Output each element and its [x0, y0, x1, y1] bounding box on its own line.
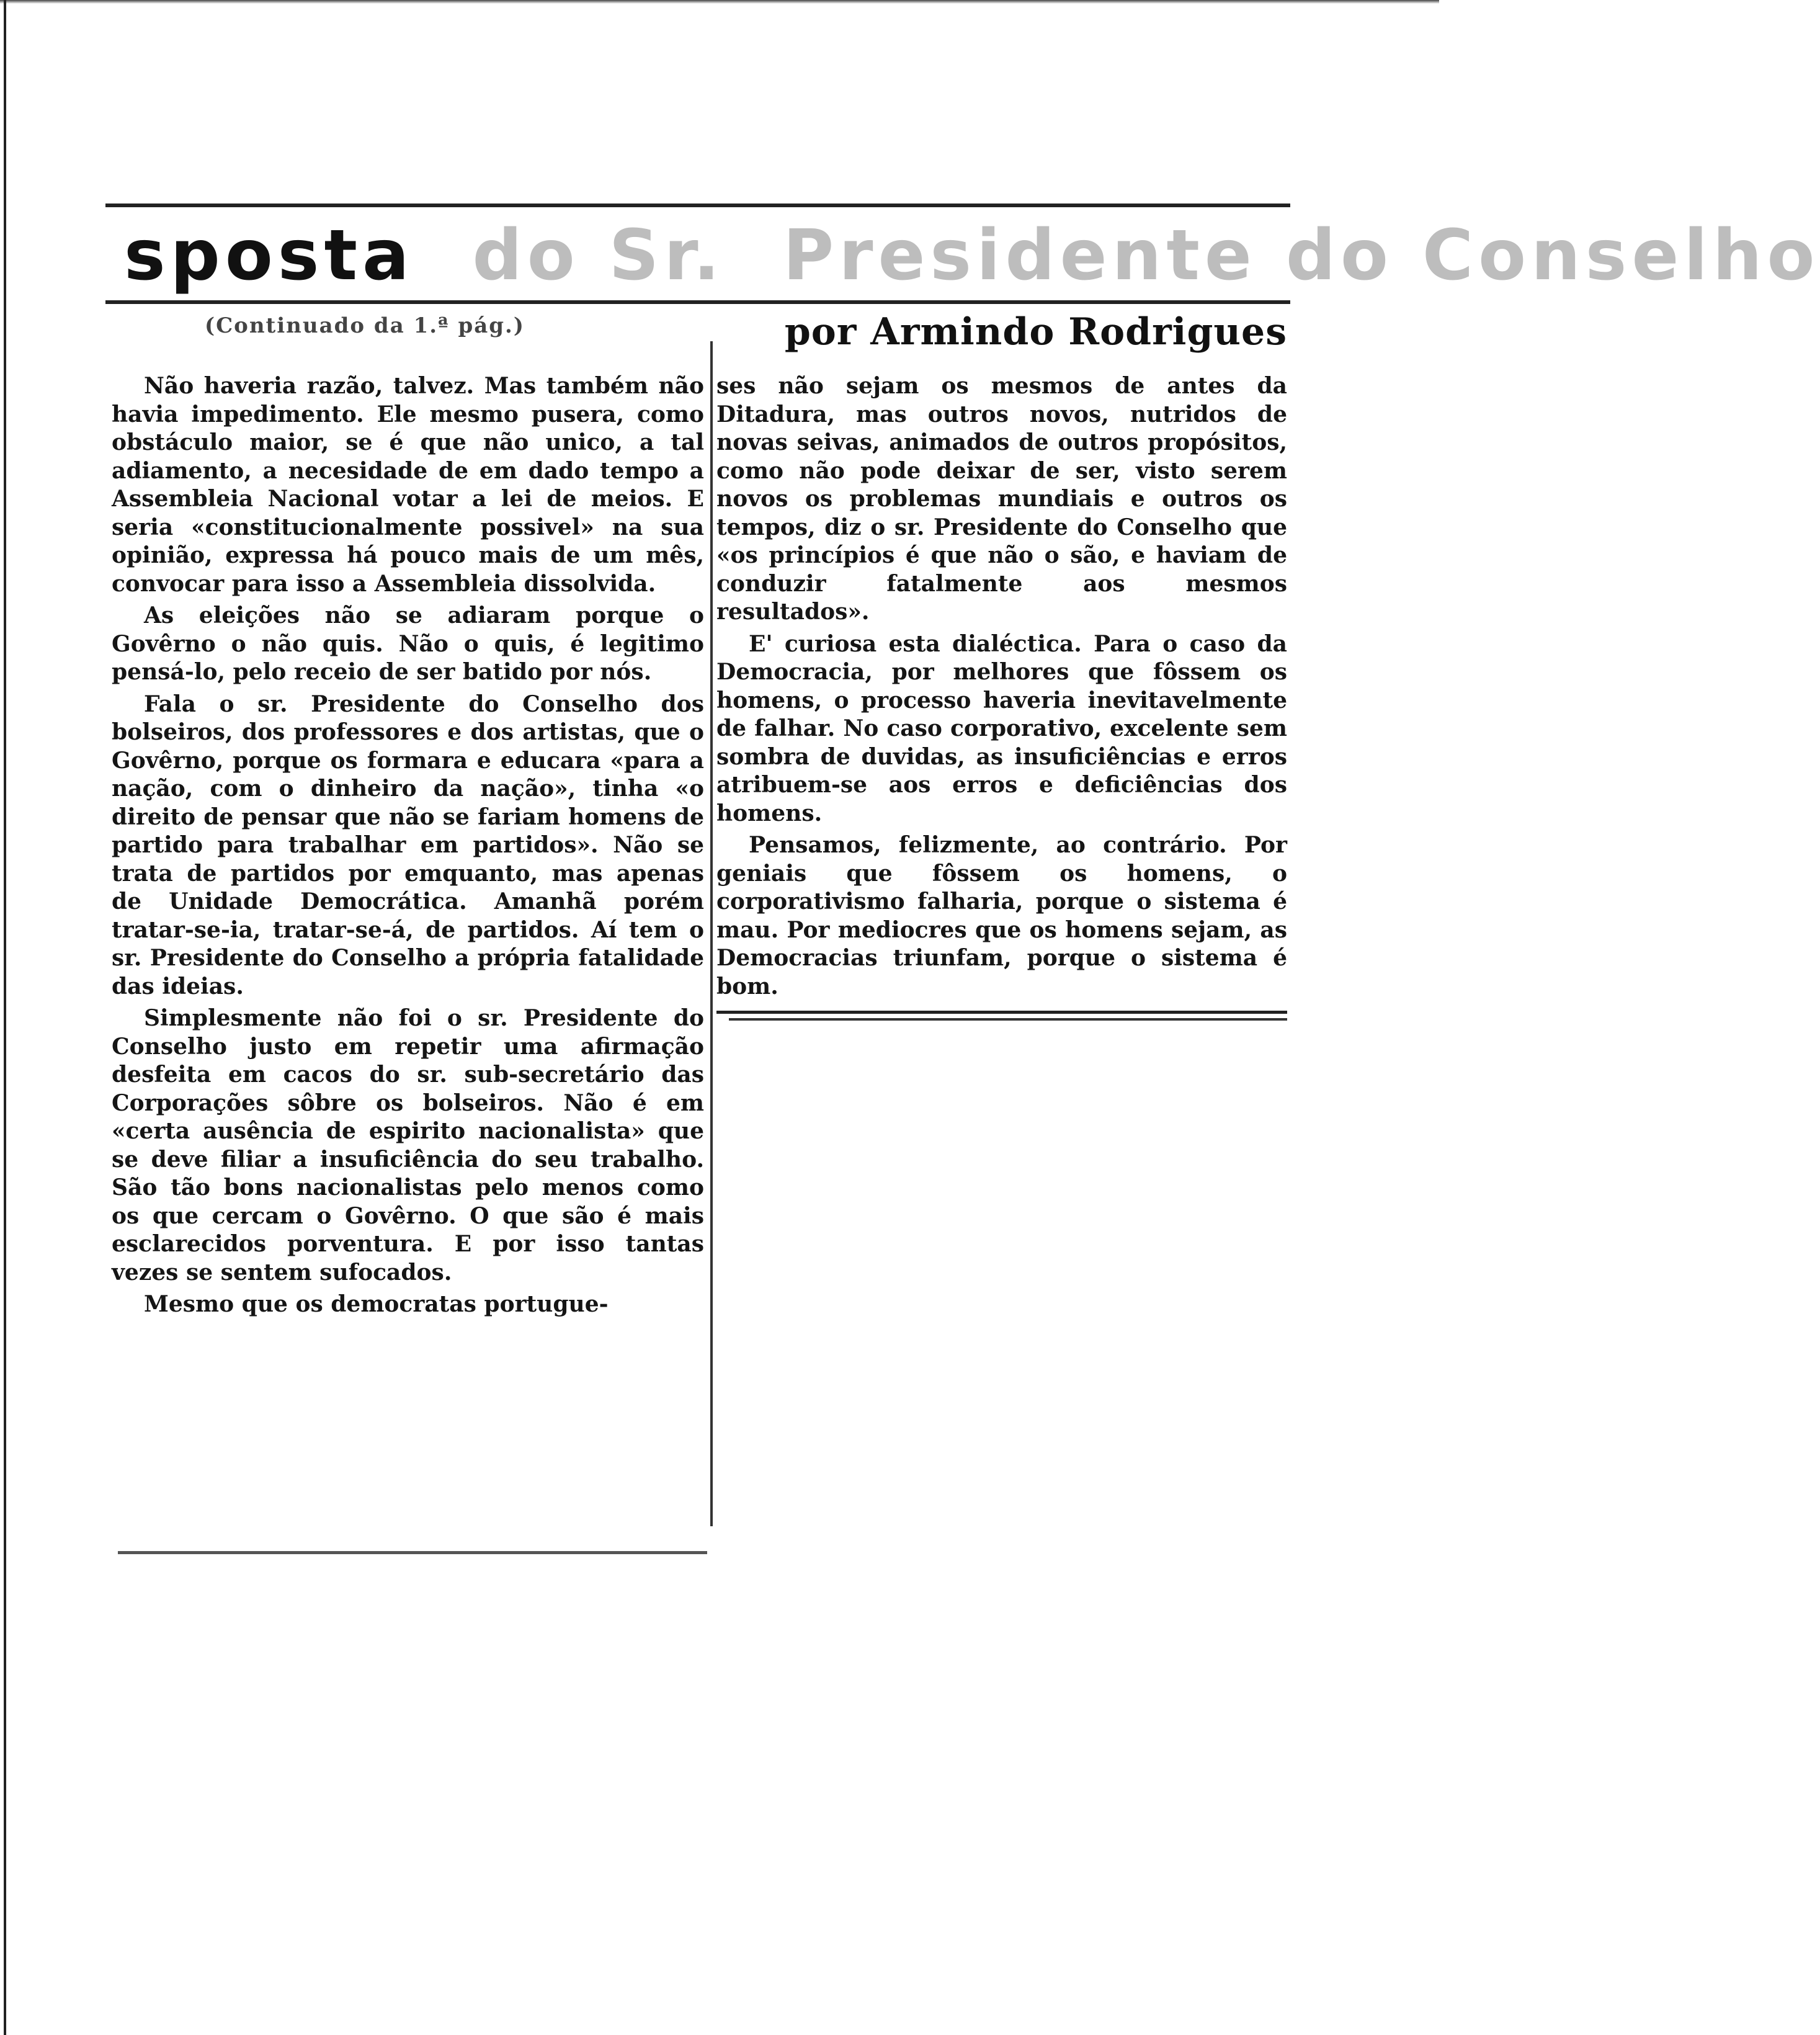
paragraph: Simplesmente não foi o sr. Presidente do Conselho justo em repetir uma afirmação desfeita em cacos do sr. sub-secretário das Corporações sôbre os bolseiros. Não é em «certa ausência de espirito nacionalista» que se deve filiar a insuficiência do seu trabalho. São tão bons nacionalistas pelo menos como os que cercam o Govêrno. O que são é mais esclarecidos porventura. E por isso tantas vezes se sentem sufocados.: [112, 1005, 704, 1286]
paragraph: E' curiosa esta dialéctica. Para o caso da Democracia, por melhores que fôssem os homens, o processo haveria inevitavelmente de falhar. No caso corporativo, excelente sem sombra de duvidas, as insuficiências e erros atribuem-se aos erros e deficiências dos homens.: [716, 630, 1287, 826]
headline: [124, 212, 1820, 299]
headline-bar: [105, 204, 1820, 304]
left-column: [112, 304, 704, 1557]
paragraph: Fala o sr. Presidente do Conselho dos bolseiros, dos professores e dos artistas, que o Govêrno, porque os formara e educara «para a nação, com o dinheiro da nação», tinha «o direito de pensar que não se fariam homens de partido para trabalhar em partidos». Não se trata de partidos por emquanto, mas apenas de Unidade Democrática. Amanhã porém tratar-se-ia, tratar-se-á, de partidos. Aí tem o sr. Presidente do Conselho a própria fatalidade das ideias.: [112, 691, 704, 1000]
headline-visible: sposta: [124, 215, 414, 296]
scan-top-edge: [0, 0, 1439, 4]
paragraph: Não haveria razão, talvez. Mas também não havia impedimento. Ele mesmo pusera, como obstáculo maior, se é que não unico, a tal adiamento, a necesidade de em dado tempo a Assembleia Nacional votar a lei de meios. E seria «constitucionalmente possivel» na sua opinião, expressa há pouco mais de um mês, convocar para isso a Assembleia dissolvida.: [112, 373, 704, 597]
bottom-rule: [118, 1551, 707, 1554]
headline-faded-2: Presidente do Conselho: [783, 215, 1820, 296]
newspaper-clipping: [99, 186, 1820, 1576]
paragraph: ses não sejam os mesmos de antes da Ditadura, mas outros novos, nutridos de novas seivas, animados de outros propósitos, como não pode deixar de ser, visto serem novos os problemas mundiais e outros os tempos, diz o sr. Presidente do Conselho que «os princípios é que não o são, e haviam de conduzir fatalmente aos mesmos resultados».: [716, 373, 1287, 625]
paragraph: Mesmo que os democratas portugue-: [144, 1291, 609, 1317]
scan-left-edge: [4, 0, 6, 2035]
paragraph: Pensamos, felizmente, ao contrário. Por geniais que fôssem os homens, o corporativismo falharia, porque o sistema é mau. Por mediocres que os homens sejam, as Democracias triunfam, porque o sistema é bom.: [716, 832, 1287, 1000]
end-rule-line: [716, 1011, 1287, 1014]
byline: por Armindo Rodrigues: [784, 310, 1287, 354]
end-rule: [716, 1004, 1287, 1029]
paragraph: As eleições não se adiaram porque o Govêrno o não quis. Não o quis, é legitimo pensá-lo, pelo receio de ser batido por nós.: [112, 602, 704, 685]
right-column: [716, 304, 1287, 1266]
continued-note: (Continuado da 1.ª pág.): [205, 313, 525, 338]
end-rule-line: [729, 1018, 1287, 1021]
headline-faded-1: do Sr.: [472, 215, 725, 296]
column-divider: [710, 341, 713, 1526]
